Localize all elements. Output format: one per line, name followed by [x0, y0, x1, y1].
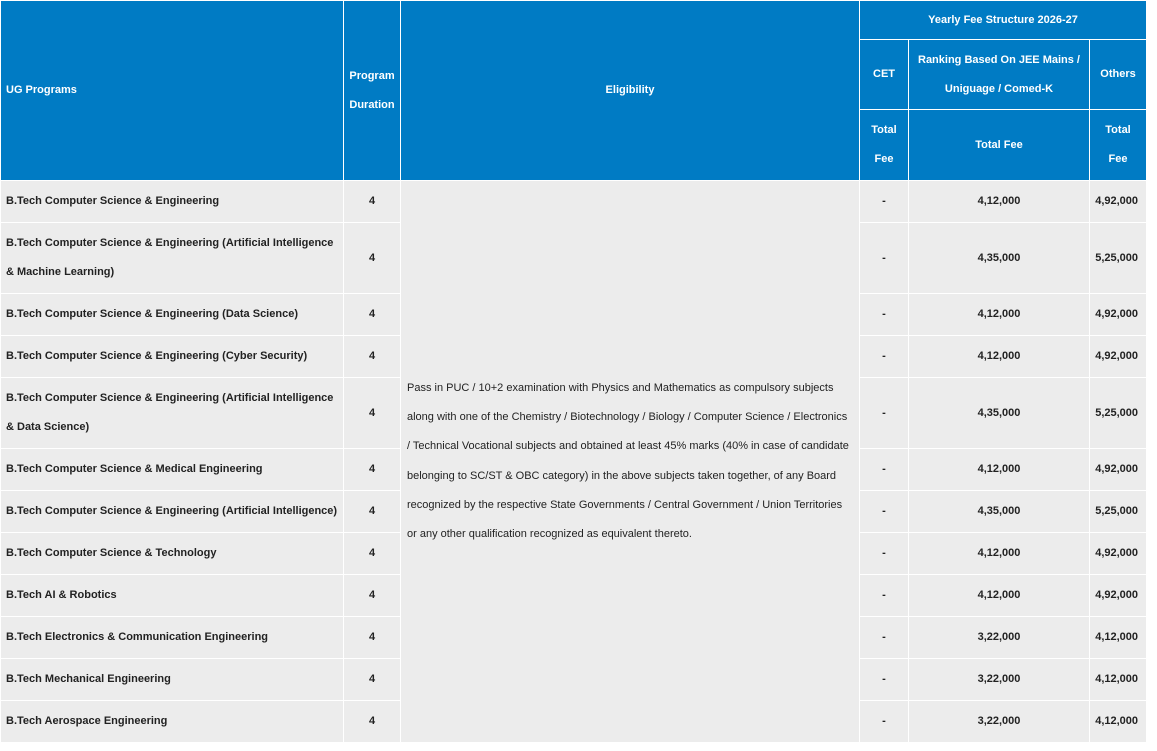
- ranking-fee: 4,35,000: [909, 378, 1090, 449]
- others-fee: 4,92,000: [1090, 294, 1147, 336]
- ranking-fee: 4,12,000: [909, 294, 1090, 336]
- others-fee: 5,25,000: [1090, 223, 1147, 294]
- cet-fee: -: [860, 449, 909, 491]
- program-name: B.Tech Mechanical Engineering: [1, 659, 344, 701]
- others-fee: 5,25,000: [1090, 491, 1147, 533]
- others-fee: 4,92,000: [1090, 533, 1147, 575]
- eligibility-text: Pass in PUC / 10+2 examination with Physics and Mathematics as compulsory subjects along with one of the Chemistry / Biotechnology / Biology / Computer Science / Electronics / Technical Vocational subjects and obtained at least 45% marks (40% in case of candidate belonging to SC/ST & OBC category) in the above subjects taken together, of any Board recognized by the respective State Governments / Central Government / Union Territories or any other qualification recognized as equivalent thereto.: [401, 181, 860, 743]
- program-name: B.Tech Aerospace Engineering: [1, 701, 344, 743]
- ranking-fee: 4,12,000: [909, 449, 1090, 491]
- program-name: B.Tech Electronics & Communication Engineering: [1, 617, 344, 659]
- cet-fee: -: [860, 378, 909, 449]
- ranking-fee: 4,12,000: [909, 533, 1090, 575]
- header-cet: CET: [860, 40, 909, 110]
- cet-fee: -: [860, 294, 909, 336]
- header-ranking: Ranking Based On JEE Mains / Uniguage / Comed-K: [909, 40, 1090, 110]
- cet-fee: -: [860, 575, 909, 617]
- program-duration: 4: [344, 659, 401, 701]
- others-fee: 4,12,000: [1090, 617, 1147, 659]
- program-name: B.Tech AI & Robotics: [1, 575, 344, 617]
- others-fee: 4,12,000: [1090, 701, 1147, 743]
- ranking-fee: 3,22,000: [909, 617, 1090, 659]
- others-fee: 4,92,000: [1090, 181, 1147, 223]
- others-fee: 4,12,000: [1090, 659, 1147, 701]
- program-duration: 4: [344, 336, 401, 378]
- program-duration: 4: [344, 294, 401, 336]
- program-duration: 4: [344, 575, 401, 617]
- header-others: Others: [1090, 40, 1147, 110]
- others-fee: 4,92,000: [1090, 449, 1147, 491]
- program-duration: 4: [344, 223, 401, 294]
- cet-fee: -: [860, 223, 909, 294]
- cet-fee: -: [860, 181, 909, 223]
- header-cet-total-fee: Total Fee: [860, 110, 909, 181]
- program-name: B.Tech Computer Science & Engineering (Artificial Intelligence & Machine Learning): [1, 223, 344, 294]
- program-duration: 4: [344, 533, 401, 575]
- others-fee: 5,25,000: [1090, 378, 1147, 449]
- cet-fee: -: [860, 491, 909, 533]
- others-fee: 4,92,000: [1090, 336, 1147, 378]
- header-ug-programs: UG Programs: [1, 1, 344, 181]
- ranking-fee: 4,12,000: [909, 336, 1090, 378]
- program-name: B.Tech Computer Science & Engineering (Artificial Intelligence & Data Science): [1, 378, 344, 449]
- cet-fee: -: [860, 336, 909, 378]
- program-duration: 4: [344, 181, 401, 223]
- ranking-fee: 3,22,000: [909, 701, 1090, 743]
- others-fee: 4,92,000: [1090, 575, 1147, 617]
- header-others-total-fee: Total Fee: [1090, 110, 1147, 181]
- cet-fee: -: [860, 659, 909, 701]
- program-duration: 4: [344, 617, 401, 659]
- cet-fee: -: [860, 533, 909, 575]
- header-yearly-fee-structure: Yearly Fee Structure 2026-27: [860, 1, 1147, 40]
- program-name: B.Tech Computer Science & Engineering (Artificial Intelligence): [1, 491, 344, 533]
- program-duration: 4: [344, 701, 401, 743]
- ranking-fee: 4,12,000: [909, 181, 1090, 223]
- program-duration: 4: [344, 449, 401, 491]
- header-eligibility: Eligibility: [401, 1, 860, 181]
- table-row: [1, 181, 1147, 223]
- ranking-fee: 4,35,000: [909, 223, 1090, 294]
- cet-fee: -: [860, 701, 909, 743]
- header-program-duration: Program Duration: [344, 1, 401, 181]
- program-name: B.Tech Computer Science & Technology: [1, 533, 344, 575]
- program-name: B.Tech Computer Science & Medical Engineering: [1, 449, 344, 491]
- ranking-fee: 4,12,000: [909, 575, 1090, 617]
- ranking-fee: 4,35,000: [909, 491, 1090, 533]
- cet-fee: -: [860, 617, 909, 659]
- ranking-fee: 3,22,000: [909, 659, 1090, 701]
- program-duration: 4: [344, 378, 401, 449]
- program-name: B.Tech Computer Science & Engineering (Cyber Security): [1, 336, 344, 378]
- program-duration: 4: [344, 491, 401, 533]
- program-name: B.Tech Computer Science & Engineering: [1, 181, 344, 223]
- header-ranking-total-fee: Total Fee: [909, 110, 1090, 181]
- program-name: B.Tech Computer Science & Engineering (Data Science): [1, 294, 344, 336]
